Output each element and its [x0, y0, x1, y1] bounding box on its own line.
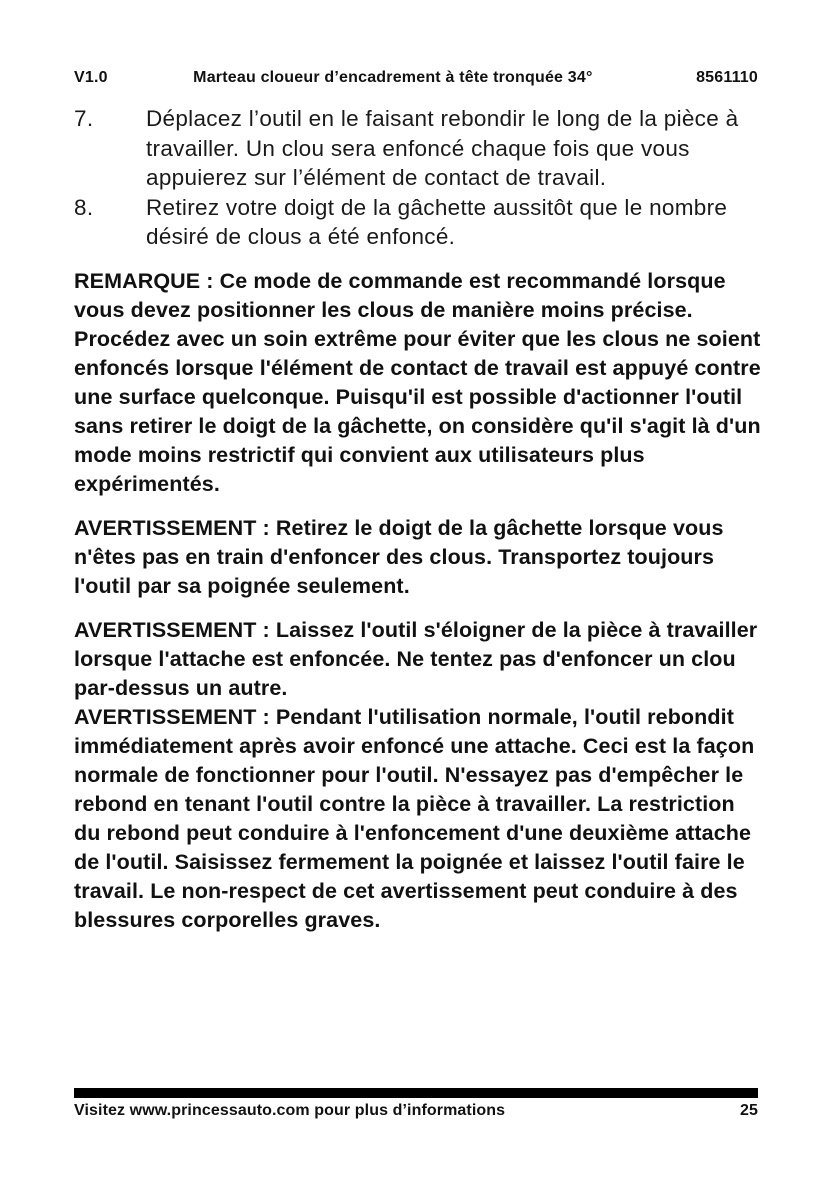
step-number: 8. — [74, 194, 94, 220]
page-number: 25 — [740, 1102, 758, 1119]
warning-remove-finger: AVERTISSEMENT : Retirez le doigt de la gâchette lorsque vous n'êtes pas en train d'enfoncer des clous. Transportez toujours l'outil par sa poignée seulement. — [74, 515, 724, 598]
step-8 — [74, 193, 766, 252]
step-text: Retirez votre doigt de la gâchette aussitôt que le nombre désiré de clous a été enfoncé. — [146, 194, 728, 249]
version-label: V1.0 — [74, 69, 108, 86]
part-number: 8561110 — [696, 69, 758, 86]
page-footer — [74, 1102, 758, 1120]
page-header — [74, 69, 758, 87]
remarque-note: REMARQUE : Ce mode de commande est recommandé lorsque vous devez positionner les clous de manière moins précise. Procédez avec un soin extrême pour éviter que les clous ne soient enfoncés lorsque l'élément de contact de travail est appuyé contre une surface quelconque. Puisqu'il est possible d'actionner l'outil sans retirer le doigt de la gâchette, on considère qu'il s'agit là d'un mode moins restrictif qui convient aux utilisateurs plus expérimentés. — [74, 268, 761, 496]
page-content — [74, 104, 766, 935]
step-text: Déplacez l’outil en le faisant rebondir le long de la pièce à travailler. Un clou sera enfoncé chaque fois que vous appuierez sur l’élément de contact de travail. — [146, 106, 739, 190]
step-number: 7. — [74, 106, 94, 131]
warning-recoil: AVERTISSEMENT : Pendant l'utilisation normale, l'outil rebondit immédiatement après avoir enfoncé une attache. Ceci est la façon normale de fonctionner pour l'outil. N'essayez pas d'empêcher le rebond en tenant l'outil contre la pièce à travailler. La restriction du rebond peut conduire à l'enfoncement d'une deuxième attache de l'outil. Saisissez fermement la poignée et laissez l'outil faire le travail. Le non-respect de cet avertissement peut conduire à des blessures corporelles graves. — [74, 704, 755, 932]
warning-move-tool-away: AVERTISSEMENT : Laissez l'outil s'éloigner de la pièce à travailler lorsque l'attache est enfoncée. Ne tentez pas d'enfoncer un clou par-dessus un autre. — [74, 617, 758, 700]
step-7 — [74, 104, 766, 193]
footer-divider — [74, 1088, 758, 1098]
footer-website-text: Visitez www.princessauto.com pour plus d’informations — [74, 1102, 506, 1119]
document-title: Marteau cloueur d’encadrement à tête tronquée 34° — [193, 69, 593, 86]
